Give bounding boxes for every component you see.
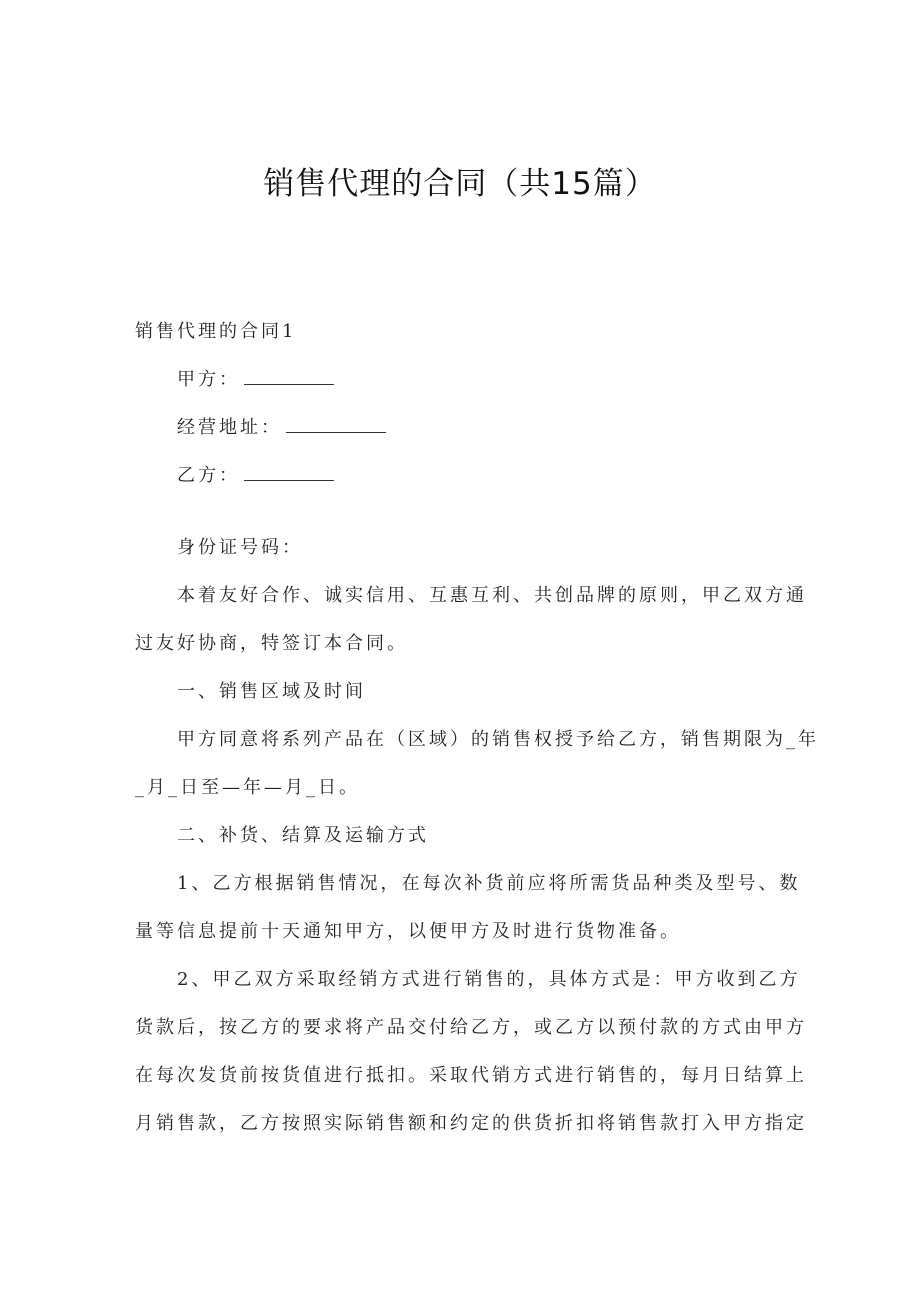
party-a-line <box>135 356 785 404</box>
paragraph-line: 月销售款，乙方按照实际销售额和约定的供货折扣将销售款打入甲方指定 <box>135 1113 807 1134</box>
party-b-line <box>135 452 785 500</box>
paragraph-line: 货款后，按乙方的要求将产品交付给乙方，或乙方以预付款的方式由甲方 <box>135 1017 807 1038</box>
paragraph-line: 量等信息提前十天通知甲方，以便甲方及时进行货物准备。 <box>135 921 681 942</box>
intro-paragraph-line: 过友好协商，特签订本合同。 <box>135 633 408 654</box>
paragraph-line: 1、乙方根据销售情况，在每次补货前应将所需货品种类及型号、数 <box>177 873 801 894</box>
paragraph-line: _月_日至—年—月_日。 <box>135 777 360 798</box>
paragraph-line: 甲方同意将系列产品在（区域）的销售权授予给乙方，销售期限为_年 <box>177 729 819 750</box>
document-title: 销售代理的合同（共15篇） <box>263 166 657 202</box>
party-b-blank <box>244 462 334 481</box>
id-number-line: 身份证号码： <box>177 537 303 558</box>
section-heading-1: 一、销售区域及时间 <box>177 681 366 702</box>
paragraph-line: 2、甲乙双方采取经销方式进行销售的，具体方式是：甲方收到乙方 <box>177 969 801 990</box>
spacer <box>135 500 785 524</box>
section-heading-2: 二、补货、结算及运输方式 <box>177 825 429 846</box>
address-label: 经营地址： <box>177 417 282 438</box>
party-a-label: 甲方： <box>177 369 240 390</box>
party-b-label: 乙方： <box>177 465 240 486</box>
paragraph-line: 在每次发货前按货值进行抵扣。采取代销方式进行销售的，每月日结算上 <box>135 1065 807 1086</box>
section-heading: 销售代理的合同1 <box>135 321 297 342</box>
party-a-blank <box>244 366 334 385</box>
document-body <box>135 308 819 1148</box>
address-line <box>135 404 785 452</box>
address-blank <box>286 414 386 433</box>
intro-paragraph-line: 本着友好合作、诚实信用、互惠互利、共创品牌的原则，甲乙双方通 <box>177 585 807 606</box>
